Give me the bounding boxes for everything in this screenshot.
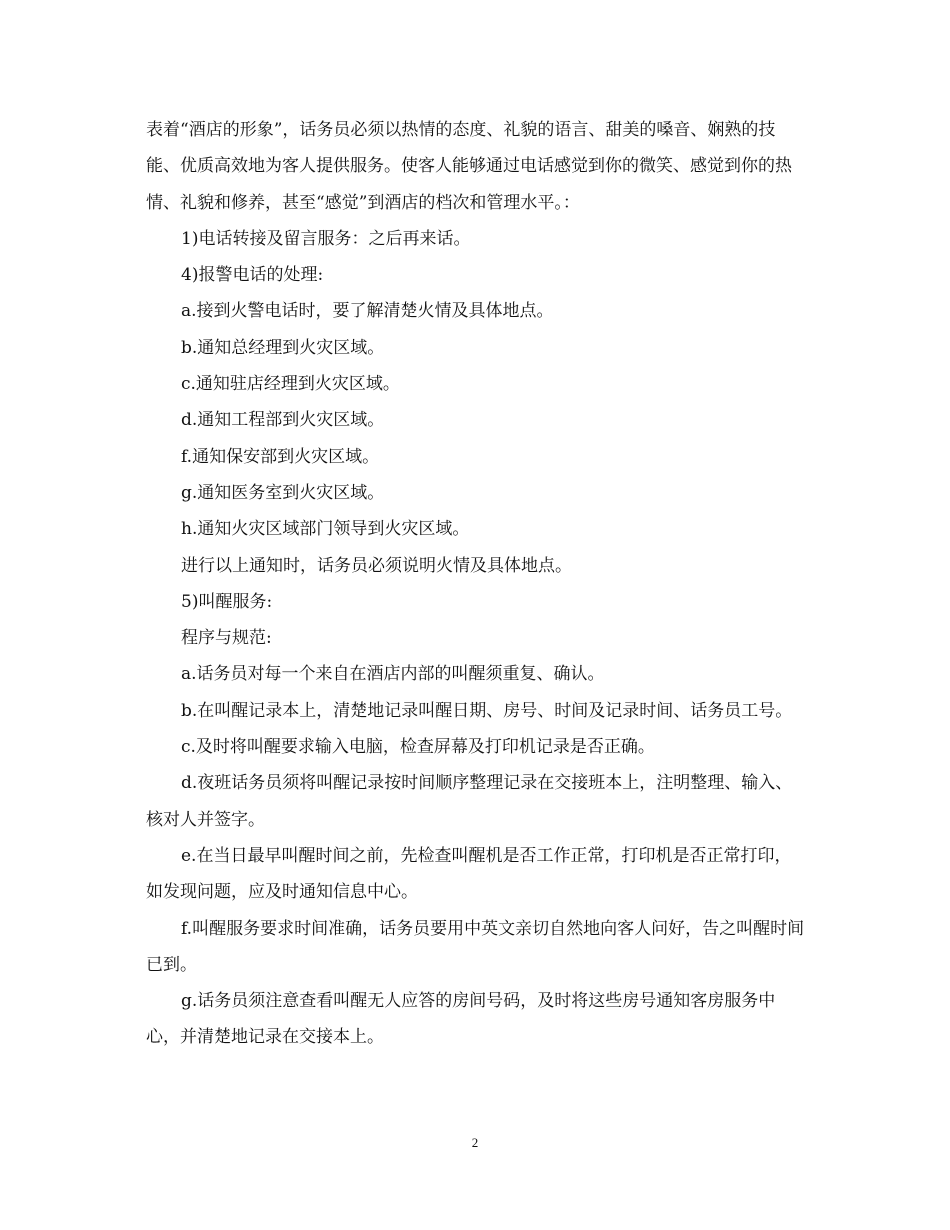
paragraph-wakeup-heading: 5)叫醒服务: xyxy=(181,591,273,612)
paragraph-alarm-d: d.通知工程部到火灾区域。 xyxy=(181,410,385,431)
paragraph-alarm-heading: 4)报警电话的处理: xyxy=(181,265,324,286)
paragraph-procedure-heading: 程序与规范: xyxy=(181,628,272,649)
paragraph-wakeup-f: f.叫醒服务要求时间准确，话务员要用中英文亲切自然地向客人问好，告之叫醒时间已到。 xyxy=(146,918,805,975)
paragraph-alarm-h: h.通知火灾区域部门领导到火灾区域。 xyxy=(181,519,470,540)
paragraph-alarm-b: b.通知总经理到火灾区域。 xyxy=(181,337,385,358)
paragraph-intro: 表着“酒店的形象”，话务员必须以热情的态度、礼貌的语言、甜美的嗓音、娴熟的技能、优质高效地为客人提供服务。使客人能够通过电话感觉到你的微笑、感觉到你的热情、礼貌和修养，甚至“感觉”到酒店的档次和管理水平。： xyxy=(146,120,792,213)
paragraph-wakeup-d: d.夜班话务员须将叫醒记录按时间顺序整理记录在交接班本上，注明整理、输入、核对人并签字。 xyxy=(146,773,793,830)
paragraph-alarm-c: c.通知驻店经理到火灾区域。 xyxy=(181,374,400,395)
paragraph-wakeup-b: b.在叫醒记录本上，清楚地记录叫醒日期、房号、时间及记录时间、话务员工号。 xyxy=(181,700,793,721)
paragraph-call-transfer: 1)电话转接及留言服务：之后再来话。 xyxy=(181,228,471,249)
paragraph-alarm-f: f.通知保安部到火灾区域。 xyxy=(181,446,380,467)
document-body xyxy=(146,112,806,1056)
paragraph-wakeup-c: c.及时将叫醒要求输入电脑，检查屏幕及打印机记录是否正确。 xyxy=(181,737,655,758)
page-number: 2 xyxy=(471,1135,479,1150)
paragraph-wakeup-g: g.话务员须注意查看叫醒无人应答的房间号码，及时将这些房号通知客房服务中心，并清楚地记录在交接本上。 xyxy=(146,991,776,1048)
paragraph-alarm-g: g.通知医务室到火灾区域。 xyxy=(181,482,385,503)
paragraph-wakeup-e: e.在当日最早叫醒时间之前，先检查叫醒机是否工作正常，打印机是否正常打印，如发现问题，应及时通知信息中心。 xyxy=(146,845,792,903)
paragraph-alarm-note: 进行以上通知时，话务员必须说明火情及具体地点。 xyxy=(181,555,572,576)
paragraph-wakeup-a: a.话务员对每一个来自在酒店内部的叫醒须重复、确认。 xyxy=(181,664,605,685)
paragraph-alarm-a: a.接到火警电话时，要了解清楚火情及具体地点。 xyxy=(181,301,554,322)
